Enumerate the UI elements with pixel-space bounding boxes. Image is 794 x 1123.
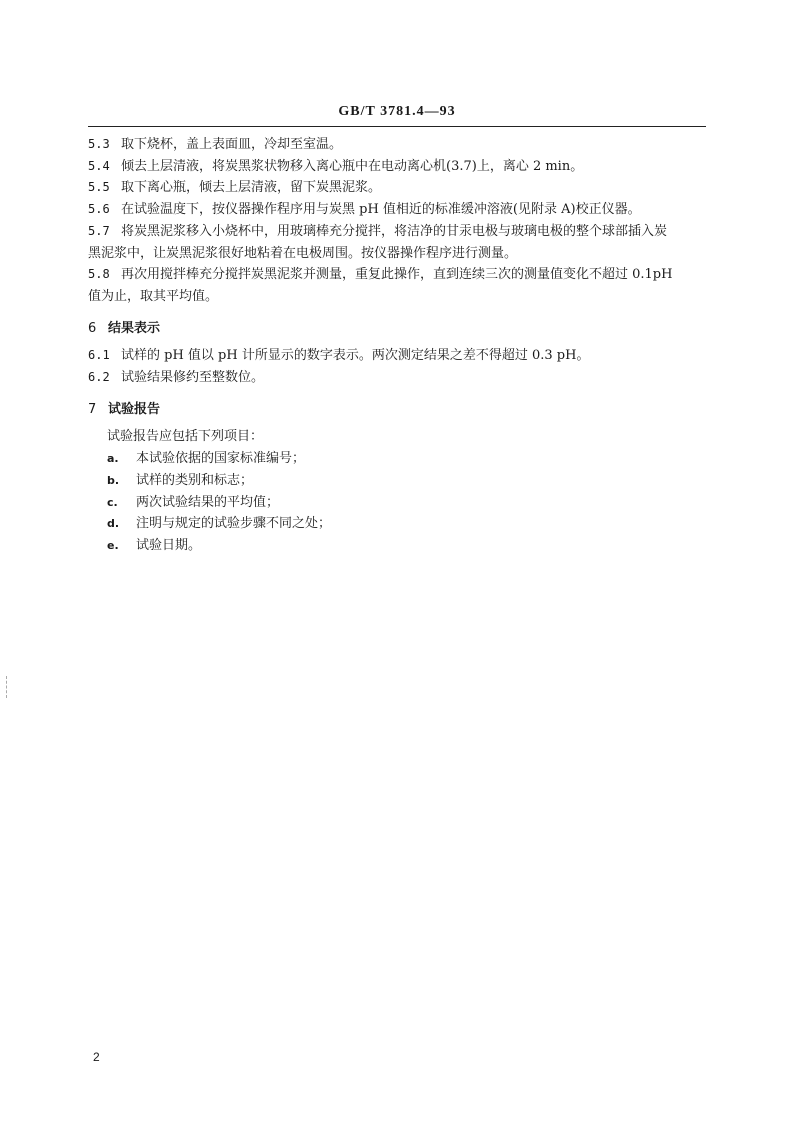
item-6-1 <box>88 345 706 367</box>
report-item-label: c. <box>107 495 118 509</box>
report-item-label: d. <box>107 517 120 531</box>
step-5-8-continued: 值为止，取其平均值。 <box>88 288 219 304</box>
section-number: 6 <box>88 320 97 336</box>
report-item-e <box>88 535 706 557</box>
report-item-text: 本试验依据的国家标准编号； <box>136 451 306 467</box>
step-5-6 <box>88 199 706 221</box>
report-item-b <box>88 470 706 492</box>
step-5-7-continued: 黑泥浆中，让炭黑泥浆很好地粘着在电极周围。按仪器操作程序进行测量。 <box>88 245 518 261</box>
step-number: 5.8 <box>88 267 110 282</box>
step-number: 5.3 <box>88 137 110 151</box>
step-5-5 <box>88 177 706 199</box>
report-item-label: e. <box>107 538 119 552</box>
page-number: 2 <box>93 1050 100 1064</box>
header-rule <box>88 126 706 127</box>
report-item-label: a. <box>107 452 119 466</box>
section-number: 7 <box>88 401 97 417</box>
item-text: 试验结果修约至整数位。 <box>121 370 265 386</box>
section-title: 结果表示 <box>108 320 161 336</box>
binding-edge-mark <box>6 676 8 698</box>
report-item-text: 试样的类别和标志； <box>136 472 254 488</box>
step-text: 取下离心瓶，倾去上层清液，留下炭黑泥浆。 <box>121 180 382 196</box>
section-6-heading <box>88 318 706 340</box>
step-5-8 <box>88 264 706 286</box>
step-5-3 <box>88 134 706 156</box>
step-number: 5.6 <box>88 202 110 217</box>
report-item-text: 注明与规定的试验步骤不同之处； <box>136 516 332 532</box>
report-item-label: b. <box>107 473 120 487</box>
step-text: 取下烧杯，盖上表面皿，冷却至室温。 <box>121 137 343 152</box>
step-5-7 <box>88 221 706 243</box>
report-item-text: 试验日期。 <box>136 537 202 553</box>
report-intro: 试验报告应包括下列项目： <box>107 429 264 445</box>
item-text: 试样的 pH 值以 pH 计所显示的数字表示。两次测定结果之差不得超过 0.3 pH。 <box>121 348 590 364</box>
report-item-c <box>88 492 706 514</box>
report-item-text: 两次试验结果的平均值； <box>136 494 280 510</box>
step-text: 倾去上层清液，将炭黑浆状物移入离心瓶中在电动离心机(3.7)上，离心 2 min。 <box>121 158 584 174</box>
item-number: 6.1 <box>88 348 110 363</box>
section-7-heading <box>88 399 706 421</box>
item-6-2 <box>88 367 706 389</box>
document-header-code: GB/T 3781.4—93 <box>338 104 456 119</box>
step-text: 将炭黑泥浆移入小烧杯中，用玻璃棒充分搅拌，将洁净的甘汞电极与玻璃电极的整个球部插入炭 <box>121 223 668 239</box>
item-number: 6.2 <box>88 370 110 385</box>
step-text: 再次用搅拌棒充分搅拌炭黑泥浆并测量，重复此操作，直到连续三次的测量值变化不超过 0.1pH <box>121 267 673 283</box>
report-item-d <box>88 513 706 535</box>
step-text: 在试验温度下，按仪器操作程序用与炭黑 pH 值相近的标准缓冲溶液(见附录 A)校正仪器。 <box>121 202 641 218</box>
document-body <box>88 134 706 557</box>
step-number: 5.4 <box>88 158 110 173</box>
step-number: 5.7 <box>88 223 110 238</box>
report-item-a <box>88 448 706 470</box>
step-5-4 <box>88 156 706 178</box>
step-number: 5.5 <box>88 180 110 195</box>
section-title: 试验报告 <box>108 401 161 417</box>
